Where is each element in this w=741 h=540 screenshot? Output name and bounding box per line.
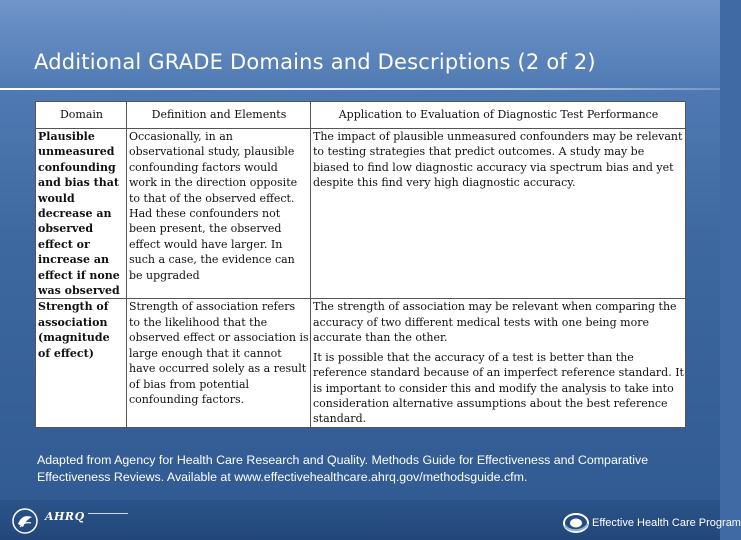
effective-health-care-logo-text: Effective Health Care Program <box>592 517 741 529</box>
header-application: Application to Evaluation of Diagnostic Test Performance <box>311 102 686 129</box>
hhs-eagle-logo-icon <box>10 507 40 535</box>
table-row <box>36 299 686 427</box>
title-band <box>0 0 720 92</box>
application-cell <box>311 129 686 299</box>
domain-cell: Plausible unmeasured confounding and bias that would decrease an observed effect or increase an effect if none was observed <box>36 129 127 299</box>
title-underline <box>0 88 720 90</box>
source-caption: Adapted from Agency for Health Care Research and Quality. Methods Guide for Effectiveness and Comparative Effectiveness Reviews. Available at www.effectivehealthcare.ahrq.gov/methodsguide.cfm. <box>37 453 649 484</box>
header-definition: Definition and Elements <box>127 102 311 129</box>
table-row <box>36 129 686 299</box>
definition-cell: Strength of association refers to the likelihood that the observed effect or association is large enough that it cannot have occurred solely as a result of bias from potential confounding factors. <box>127 299 311 427</box>
grade-domains-table <box>35 101 686 428</box>
slide-title: Additional GRADE Domains and Descriptions (2 of 2) <box>34 50 596 74</box>
effective-health-care-logo-icon <box>562 512 590 534</box>
table-header-row <box>36 102 686 129</box>
application-paragraph: It is possible that the accuracy of a test is better than the reference standard because of an imperfect reference standard. It is important to consider this and modify the analysis to take into consideration alternative assumptions about the best reference standard. <box>313 350 684 426</box>
definition-cell: Occasionally, in an observational study, plausible confounding factors would work in the direction opposite to that of the observed effect. Had these confounders not been present, the observed effect would have larger. In such a case, the evidence can be upgraded <box>127 129 311 299</box>
ahrq-logo-text: AHRQ <box>45 510 85 523</box>
application-paragraph: The impact of plausible unmeasured confounders may be relevant to testing strategies that predict outcomes. A study may be biased to find low diagnostic accuracy via spectrum bias and yet despite this find very high diagnostic accuracy. <box>313 130 683 190</box>
ahrq-logo-rule <box>88 513 128 514</box>
header-domain: Domain <box>36 102 127 129</box>
application-paragraph: The strength of association may be relevant when comparing the accuracy of two different medical tests with one being more accurate than the other. <box>313 300 677 345</box>
application-cell <box>311 299 686 427</box>
domain-cell: Strength of association (magnitude of effect) <box>36 299 127 427</box>
